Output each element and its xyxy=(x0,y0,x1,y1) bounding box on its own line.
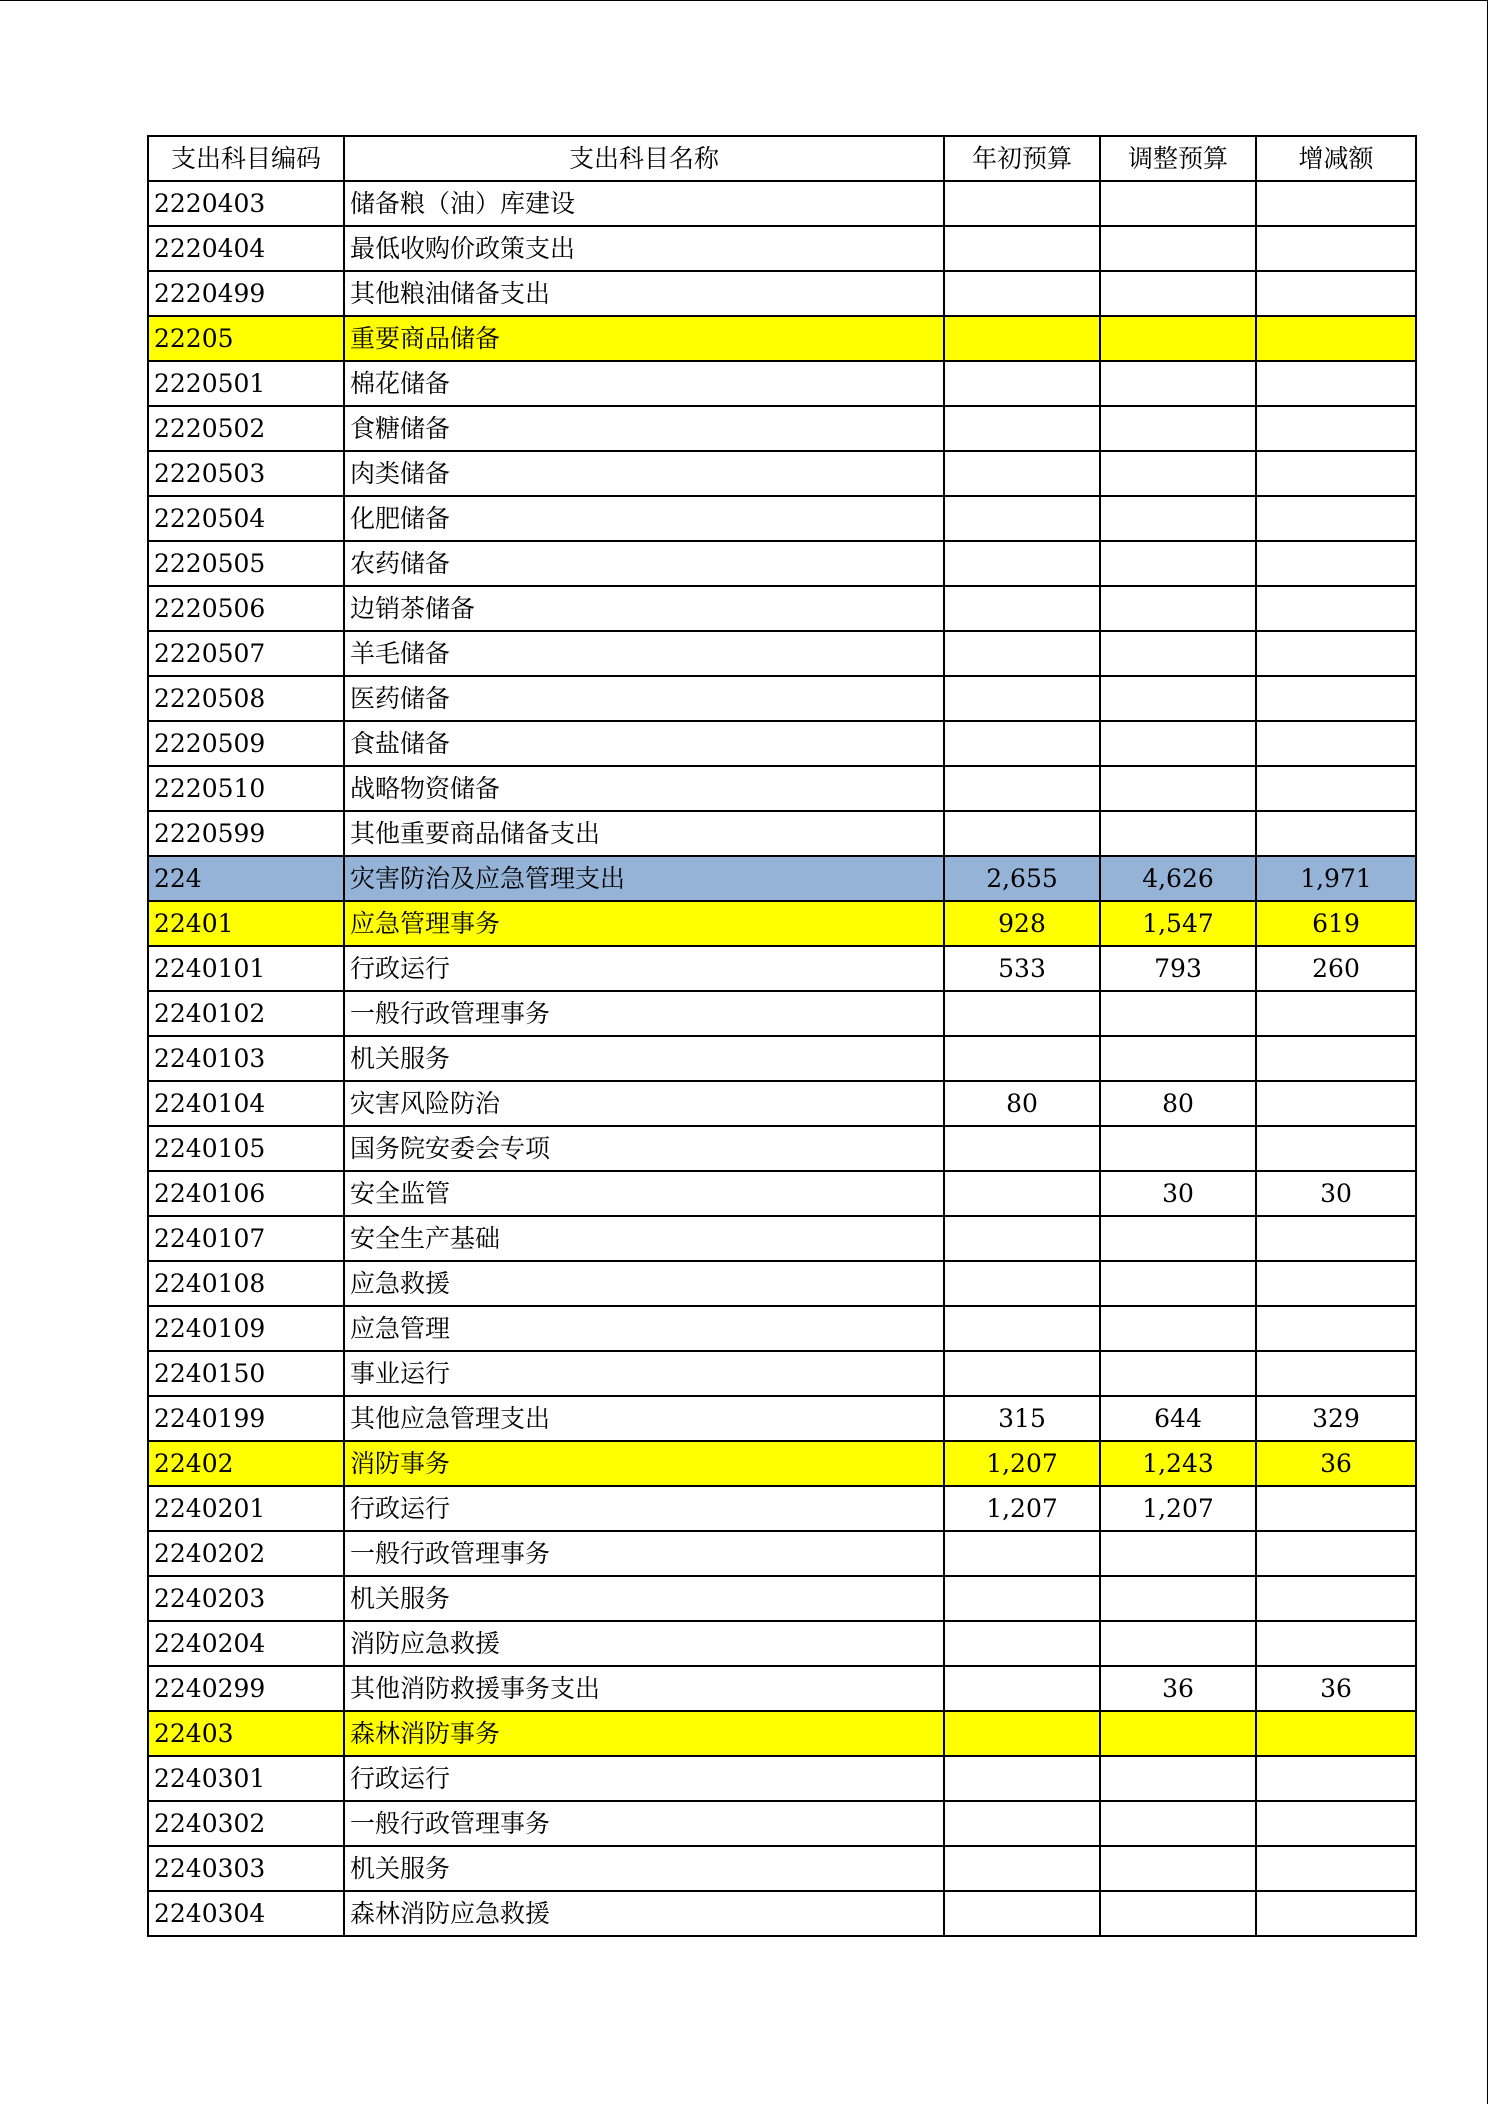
row-code: 2240304 xyxy=(148,1891,344,1936)
row-adjusted-budget xyxy=(1100,631,1256,676)
row-change xyxy=(1256,451,1416,496)
row-code: 2220404 xyxy=(148,226,344,271)
header-initial-budget: 年初预算 xyxy=(944,136,1100,181)
row-change xyxy=(1256,361,1416,406)
row-initial-budget: 80 xyxy=(944,1081,1100,1126)
row-change xyxy=(1256,1351,1416,1396)
row-name: 消防事务 xyxy=(344,1441,944,1486)
row-change xyxy=(1256,631,1416,676)
row-initial-budget xyxy=(944,1666,1100,1711)
row-adjusted-budget xyxy=(1100,721,1256,766)
table-row xyxy=(148,1036,1416,1081)
table-row xyxy=(148,676,1416,721)
row-code: 2220508 xyxy=(148,676,344,721)
row-adjusted-budget xyxy=(1100,316,1256,361)
row-name: 一般行政管理事务 xyxy=(344,991,944,1036)
row-adjusted-budget xyxy=(1100,406,1256,451)
header-change: 增减额 xyxy=(1256,136,1416,181)
row-initial-budget xyxy=(944,1891,1100,1936)
row-name: 灾害防治及应急管理支出 xyxy=(344,856,944,901)
row-adjusted-budget xyxy=(1100,1891,1256,1936)
row-adjusted-budget xyxy=(1100,1531,1256,1576)
row-adjusted-budget xyxy=(1100,991,1256,1036)
row-name: 应急管理 xyxy=(344,1306,944,1351)
row-code: 22403 xyxy=(148,1711,344,1756)
row-name: 棉花储备 xyxy=(344,361,944,406)
row-change xyxy=(1256,1756,1416,1801)
row-initial-budget: 2,655 xyxy=(944,856,1100,901)
row-initial-budget xyxy=(944,1531,1100,1576)
row-code: 2240299 xyxy=(148,1666,344,1711)
table-row xyxy=(148,1891,1416,1936)
row-adjusted-budget: 1,207 xyxy=(1100,1486,1256,1531)
row-code: 22205 xyxy=(148,316,344,361)
row-code: 2220499 xyxy=(148,271,344,316)
row-name: 森林消防应急救援 xyxy=(344,1891,944,1936)
row-initial-budget xyxy=(944,226,1100,271)
row-name: 机关服务 xyxy=(344,1036,944,1081)
row-initial-budget xyxy=(944,721,1100,766)
row-initial-budget xyxy=(944,586,1100,631)
row-initial-budget xyxy=(944,1216,1100,1261)
row-adjusted-budget xyxy=(1100,496,1256,541)
row-initial-budget xyxy=(944,631,1100,676)
row-adjusted-budget xyxy=(1100,1036,1256,1081)
row-change xyxy=(1256,1846,1416,1891)
row-code: 2220509 xyxy=(148,721,344,766)
row-change xyxy=(1256,1126,1416,1171)
table-row xyxy=(148,631,1416,676)
row-code: 22402 xyxy=(148,1441,344,1486)
row-change xyxy=(1256,226,1416,271)
row-code: 2220507 xyxy=(148,631,344,676)
table-row xyxy=(148,541,1416,586)
row-adjusted-budget xyxy=(1100,1126,1256,1171)
row-name: 食糖储备 xyxy=(344,406,944,451)
table-row xyxy=(148,451,1416,496)
row-initial-budget xyxy=(944,766,1100,811)
row-change xyxy=(1256,541,1416,586)
row-code: 2240107 xyxy=(148,1216,344,1261)
row-initial-budget xyxy=(944,316,1100,361)
row-initial-budget xyxy=(944,1306,1100,1351)
table-row xyxy=(148,856,1416,901)
row-name: 化肥储备 xyxy=(344,496,944,541)
row-initial-budget xyxy=(944,676,1100,721)
row-adjusted-budget: 644 xyxy=(1100,1396,1256,1441)
row-code: 2240303 xyxy=(148,1846,344,1891)
row-adjusted-budget xyxy=(1100,541,1256,586)
row-initial-budget xyxy=(944,541,1100,586)
row-name: 食盐储备 xyxy=(344,721,944,766)
row-adjusted-budget: 1,243 xyxy=(1100,1441,1256,1486)
row-code: 2240101 xyxy=(148,946,344,991)
table-row xyxy=(148,1576,1416,1621)
row-adjusted-budget: 1,547 xyxy=(1100,901,1256,946)
row-code: 2220503 xyxy=(148,451,344,496)
row-name: 其他应急管理支出 xyxy=(344,1396,944,1441)
table-row xyxy=(148,1486,1416,1531)
row-change: 329 xyxy=(1256,1396,1416,1441)
row-initial-budget xyxy=(944,406,1100,451)
row-name: 其他消防救援事务支出 xyxy=(344,1666,944,1711)
row-name: 其他粮油储备支出 xyxy=(344,271,944,316)
row-name: 消防应急救援 xyxy=(344,1621,944,1666)
row-code: 2220510 xyxy=(148,766,344,811)
row-initial-budget xyxy=(944,1846,1100,1891)
row-name: 储备粮（油）库建设 xyxy=(344,181,944,226)
table-row xyxy=(148,1711,1416,1756)
row-change xyxy=(1256,1261,1416,1306)
row-change xyxy=(1256,1576,1416,1621)
table-row xyxy=(148,1756,1416,1801)
row-initial-budget: 928 xyxy=(944,901,1100,946)
row-initial-budget xyxy=(944,1576,1100,1621)
table-row xyxy=(148,1801,1416,1846)
table-row xyxy=(148,1396,1416,1441)
row-initial-budget xyxy=(944,1621,1100,1666)
row-initial-budget xyxy=(944,1801,1100,1846)
table-row xyxy=(148,586,1416,631)
row-change xyxy=(1256,766,1416,811)
table-row xyxy=(148,1441,1416,1486)
row-adjusted-budget xyxy=(1100,1216,1256,1261)
row-change: 619 xyxy=(1256,901,1416,946)
row-initial-budget: 533 xyxy=(944,946,1100,991)
row-adjusted-budget xyxy=(1100,1621,1256,1666)
table-row xyxy=(148,181,1416,226)
table-row xyxy=(148,1351,1416,1396)
row-initial-budget xyxy=(944,1261,1100,1306)
row-change: 30 xyxy=(1256,1171,1416,1216)
row-adjusted-budget xyxy=(1100,811,1256,856)
row-adjusted-budget xyxy=(1100,1261,1256,1306)
row-name: 机关服务 xyxy=(344,1576,944,1621)
row-name: 羊毛储备 xyxy=(344,631,944,676)
row-name: 行政运行 xyxy=(344,946,944,991)
header-code: 支出科目编码 xyxy=(148,136,344,181)
row-change xyxy=(1256,1306,1416,1351)
table-row xyxy=(148,1261,1416,1306)
row-name: 行政运行 xyxy=(344,1486,944,1531)
row-change: 260 xyxy=(1256,946,1416,991)
row-change xyxy=(1256,586,1416,631)
row-adjusted-budget xyxy=(1100,226,1256,271)
row-initial-budget: 315 xyxy=(944,1396,1100,1441)
row-initial-budget xyxy=(944,496,1100,541)
header-name: 支出科目名称 xyxy=(344,136,944,181)
table-row xyxy=(148,406,1416,451)
row-change xyxy=(1256,406,1416,451)
row-name: 肉类储备 xyxy=(344,451,944,496)
row-name: 森林消防事务 xyxy=(344,1711,944,1756)
row-code: 2240102 xyxy=(148,991,344,1036)
row-initial-budget xyxy=(944,1036,1100,1081)
row-change xyxy=(1256,991,1416,1036)
row-code: 2220403 xyxy=(148,181,344,226)
row-code: 224 xyxy=(148,856,344,901)
row-initial-budget xyxy=(944,361,1100,406)
row-name: 其他重要商品储备支出 xyxy=(344,811,944,856)
table-row xyxy=(148,901,1416,946)
row-adjusted-budget xyxy=(1100,1576,1256,1621)
table-row xyxy=(148,721,1416,766)
row-code: 22401 xyxy=(148,901,344,946)
row-name: 农药储备 xyxy=(344,541,944,586)
row-initial-budget xyxy=(944,1171,1100,1216)
row-code: 2240199 xyxy=(148,1396,344,1441)
row-adjusted-budget xyxy=(1100,1801,1256,1846)
row-adjusted-budget xyxy=(1100,1756,1256,1801)
row-change xyxy=(1256,1891,1416,1936)
row-adjusted-budget: 793 xyxy=(1100,946,1256,991)
row-adjusted-budget xyxy=(1100,586,1256,631)
row-code: 2240108 xyxy=(148,1261,344,1306)
row-code: 2220504 xyxy=(148,496,344,541)
header-adjusted-budget: 调整预算 xyxy=(1100,136,1256,181)
row-initial-budget: 1,207 xyxy=(944,1486,1100,1531)
row-initial-budget xyxy=(944,1126,1100,1171)
row-name: 边销茶储备 xyxy=(344,586,944,631)
row-name: 安全生产基础 xyxy=(344,1216,944,1261)
table-row xyxy=(148,1306,1416,1351)
row-name: 应急管理事务 xyxy=(344,901,944,946)
row-code: 2240150 xyxy=(148,1351,344,1396)
row-change: 36 xyxy=(1256,1666,1416,1711)
row-name: 重要商品储备 xyxy=(344,316,944,361)
row-initial-budget xyxy=(944,991,1100,1036)
row-change: 1,971 xyxy=(1256,856,1416,901)
row-change xyxy=(1256,1081,1416,1126)
row-name: 灾害风险防治 xyxy=(344,1081,944,1126)
row-code: 2220501 xyxy=(148,361,344,406)
row-code: 2240104 xyxy=(148,1081,344,1126)
row-code: 2220502 xyxy=(148,406,344,451)
row-name: 战略物资储备 xyxy=(344,766,944,811)
row-name: 安全监管 xyxy=(344,1171,944,1216)
table-row xyxy=(148,1126,1416,1171)
table-row xyxy=(148,1531,1416,1576)
row-code: 2240202 xyxy=(148,1531,344,1576)
row-adjusted-budget xyxy=(1100,271,1256,316)
row-adjusted-budget xyxy=(1100,676,1256,721)
row-adjusted-budget xyxy=(1100,766,1256,811)
row-initial-budget xyxy=(944,1351,1100,1396)
table-row xyxy=(148,271,1416,316)
row-adjusted-budget xyxy=(1100,181,1256,226)
row-name: 行政运行 xyxy=(344,1756,944,1801)
row-adjusted-budget xyxy=(1100,1306,1256,1351)
row-name: 一般行政管理事务 xyxy=(344,1801,944,1846)
row-initial-budget xyxy=(944,811,1100,856)
row-change xyxy=(1256,1711,1416,1756)
row-change xyxy=(1256,1801,1416,1846)
row-change xyxy=(1256,1036,1416,1081)
row-code: 2240201 xyxy=(148,1486,344,1531)
row-name: 最低收购价政策支出 xyxy=(344,226,944,271)
row-code: 2240105 xyxy=(148,1126,344,1171)
row-adjusted-budget: 4,626 xyxy=(1100,856,1256,901)
row-name: 一般行政管理事务 xyxy=(344,1531,944,1576)
table-row xyxy=(148,766,1416,811)
row-change xyxy=(1256,316,1416,361)
row-code: 2240109 xyxy=(148,1306,344,1351)
row-change xyxy=(1256,1486,1416,1531)
budget-table xyxy=(147,135,1417,1937)
row-name: 机关服务 xyxy=(344,1846,944,1891)
row-adjusted-budget xyxy=(1100,451,1256,496)
table-row xyxy=(148,1171,1416,1216)
table-row xyxy=(148,226,1416,271)
table-row xyxy=(148,496,1416,541)
row-adjusted-budget: 80 xyxy=(1100,1081,1256,1126)
row-change xyxy=(1256,496,1416,541)
row-code: 2220599 xyxy=(148,811,344,856)
row-adjusted-budget xyxy=(1100,1351,1256,1396)
row-change xyxy=(1256,181,1416,226)
row-initial-budget: 1,207 xyxy=(944,1441,1100,1486)
row-code: 2240301 xyxy=(148,1756,344,1801)
table-row xyxy=(148,991,1416,1036)
row-code: 2240106 xyxy=(148,1171,344,1216)
row-code: 2220506 xyxy=(148,586,344,631)
table-row xyxy=(148,946,1416,991)
row-code: 2240204 xyxy=(148,1621,344,1666)
row-adjusted-budget xyxy=(1100,361,1256,406)
table-body xyxy=(148,181,1416,1936)
row-code: 2240203 xyxy=(148,1576,344,1621)
table-row xyxy=(148,1216,1416,1261)
row-change xyxy=(1256,811,1416,856)
table-row xyxy=(148,361,1416,406)
row-initial-budget xyxy=(944,271,1100,316)
row-name: 应急救援 xyxy=(344,1261,944,1306)
row-code: 2220505 xyxy=(148,541,344,586)
row-adjusted-budget: 36 xyxy=(1100,1666,1256,1711)
table-row xyxy=(148,1846,1416,1891)
table-row xyxy=(148,1666,1416,1711)
row-adjusted-budget: 30 xyxy=(1100,1171,1256,1216)
row-change xyxy=(1256,721,1416,766)
row-name: 事业运行 xyxy=(344,1351,944,1396)
row-name: 国务院安委会专项 xyxy=(344,1126,944,1171)
row-change xyxy=(1256,1531,1416,1576)
row-initial-budget xyxy=(944,451,1100,496)
row-code: 2240302 xyxy=(148,1801,344,1846)
row-initial-budget xyxy=(944,1756,1100,1801)
row-initial-budget xyxy=(944,1711,1100,1756)
table-row xyxy=(148,316,1416,361)
row-change xyxy=(1256,1216,1416,1261)
row-change xyxy=(1256,1621,1416,1666)
row-name: 医药储备 xyxy=(344,676,944,721)
table-row xyxy=(148,811,1416,856)
row-change xyxy=(1256,271,1416,316)
table-row xyxy=(148,1081,1416,1126)
row-adjusted-budget xyxy=(1100,1846,1256,1891)
row-initial-budget xyxy=(944,181,1100,226)
row-adjusted-budget xyxy=(1100,1711,1256,1756)
table-row xyxy=(148,1621,1416,1666)
row-change: 36 xyxy=(1256,1441,1416,1486)
row-code: 2240103 xyxy=(148,1036,344,1081)
row-change xyxy=(1256,676,1416,721)
header-row xyxy=(148,136,1416,181)
